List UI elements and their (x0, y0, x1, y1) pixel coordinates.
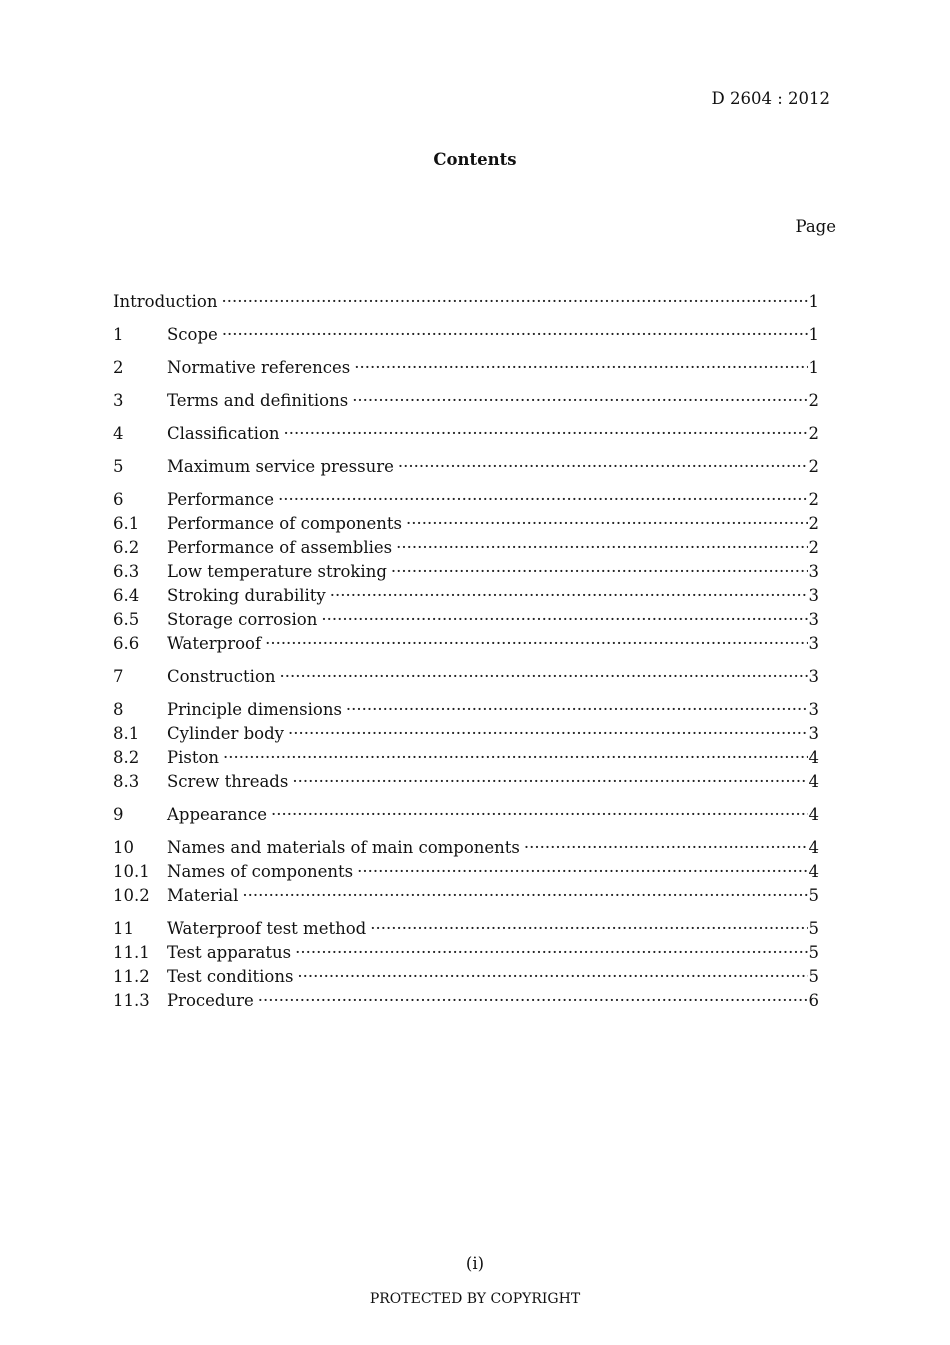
dot-leader (321, 608, 807, 632)
toc-entry-page: 3 (808, 667, 819, 686)
page-column-label: Page (795, 217, 836, 236)
toc-entry-number: 8.3 (113, 772, 140, 791)
toc-entry-title: Performance (167, 490, 275, 509)
toc-entry-page: 2 (808, 514, 819, 533)
toc-entry-page: 3 (808, 634, 819, 653)
toc-entry-title: Scope (167, 325, 218, 344)
toc-entry-page: 3 (808, 724, 819, 743)
standard-number: D 2604 : 2012 (711, 89, 830, 108)
dot-leader (288, 722, 808, 746)
toc-entry-page: 2 (808, 391, 819, 410)
toc-entry-number: 6.1 (113, 514, 140, 533)
toc-entry-page: 2 (808, 538, 819, 557)
toc-entry[interactable] (113, 989, 819, 1013)
toc-entry[interactable] (113, 608, 819, 632)
dot-leader (280, 665, 808, 689)
dot-leader (330, 584, 808, 608)
toc-entry-page: 5 (808, 967, 819, 986)
dot-leader (278, 488, 807, 512)
toc-entry-page: 2 (808, 424, 819, 443)
toc-entry-number: 10.1 (113, 862, 150, 881)
toc-entry-page: 3 (808, 610, 819, 629)
dot-leader (222, 290, 808, 314)
toc-entry-title: Terms and definitions (167, 391, 349, 410)
toc-entry-number: 11 (113, 919, 134, 938)
toc-entry[interactable] (113, 917, 819, 941)
dot-leader (297, 965, 807, 989)
toc-entry-title: Screw threads (167, 772, 289, 791)
dot-leader (406, 512, 807, 536)
toc-entry-title: Introduction (113, 292, 218, 311)
dot-leader (398, 455, 808, 479)
toc-entry[interactable] (113, 560, 819, 584)
dot-leader (222, 323, 808, 347)
toc-entry[interactable] (113, 323, 819, 347)
toc-entry-page: 1 (808, 325, 819, 344)
dot-leader (396, 536, 807, 560)
toc-entry[interactable] (113, 860, 819, 884)
page-folio: (i) (465, 1254, 485, 1273)
toc-entry-number: 7 (113, 667, 124, 686)
toc-entry-title: Principle dimensions (167, 700, 342, 719)
toc-entry-page: 4 (808, 805, 819, 824)
dot-leader (242, 884, 807, 908)
toc-entry-number: 9 (113, 805, 124, 824)
dot-leader (292, 770, 807, 794)
toc-entry-title: Piston (167, 748, 220, 767)
toc-entry-page: 3 (808, 700, 819, 719)
toc-entry-title: Low temperature stroking (167, 562, 387, 581)
toc-entry-number: 11.3 (113, 991, 150, 1010)
toc-entry[interactable] (113, 389, 819, 413)
dot-leader (295, 941, 807, 965)
dot-leader (352, 389, 807, 413)
toc-entry-number: 5 (113, 457, 124, 476)
toc-entry-page: 1 (808, 292, 819, 311)
toc-entry-page: 1 (808, 358, 819, 377)
toc-entry-number: 8.2 (113, 748, 140, 767)
toc-entry-number: 6 (113, 490, 124, 509)
dot-leader (258, 989, 808, 1013)
toc-entry-title: Performance of components (167, 514, 403, 533)
dot-leader (346, 698, 808, 722)
dot-leader (265, 632, 807, 656)
toc-entry-title: Normative references (167, 358, 351, 377)
toc-entry-title: Construction (167, 667, 276, 686)
toc-entry[interactable] (113, 356, 819, 380)
toc-entry-page: 4 (808, 748, 819, 767)
dot-leader (391, 560, 808, 584)
toc-entry[interactable] (113, 536, 819, 560)
toc-entry-title: Storage corrosion (167, 610, 318, 629)
dot-leader (524, 836, 808, 860)
toc-entry-number: 6.3 (113, 562, 140, 581)
toc-entry[interactable] (113, 512, 819, 536)
table-of-contents (113, 290, 819, 1013)
toc-entry-number: 3 (113, 391, 124, 410)
toc-entry-page: 5 (808, 919, 819, 938)
toc-entry-page: 6 (808, 991, 819, 1010)
toc-entry[interactable] (113, 836, 819, 860)
toc-entry[interactable] (113, 632, 819, 656)
toc-entry[interactable] (113, 422, 819, 446)
dot-leader (284, 422, 808, 446)
toc-entry-number: 6.5 (113, 610, 140, 629)
dot-leader (357, 860, 807, 884)
toc-entry-page: 4 (808, 862, 819, 881)
toc-entry[interactable] (113, 884, 819, 908)
toc-entry-page: 3 (808, 562, 819, 581)
toc-entry-number: 10 (113, 838, 134, 857)
toc-entry[interactable] (113, 941, 819, 965)
page-title: Contents (433, 150, 517, 169)
toc-entry[interactable] (113, 455, 819, 479)
toc-entry-title: Names and materials of main components (167, 838, 520, 857)
toc-entry-title: Performance of assemblies (167, 538, 393, 557)
toc-entry-page: 3 (808, 586, 819, 605)
toc-entry-page: 4 (808, 838, 819, 857)
dot-leader (271, 803, 808, 827)
toc-entry-page: 5 (808, 943, 819, 962)
toc-entry-number: 6.2 (113, 538, 140, 557)
toc-entry-number: 4 (113, 424, 124, 443)
toc-entry[interactable] (113, 290, 819, 314)
toc-entry-title: Cylinder body (167, 724, 284, 743)
toc-entry[interactable] (113, 665, 819, 689)
toc-entry-title: Material (167, 886, 239, 905)
toc-entry-title: Procedure (167, 991, 254, 1010)
toc-entry-title: Classification (167, 424, 280, 443)
toc-entry-number: 6.6 (113, 634, 140, 653)
toc-entry[interactable] (113, 965, 819, 989)
dot-leader (370, 917, 807, 941)
toc-entry-number: 2 (113, 358, 124, 377)
toc-entry-title: Waterproof test method (167, 919, 367, 938)
toc-entry-number: 10.2 (113, 886, 150, 905)
toc-entry[interactable] (113, 746, 819, 770)
toc-entry-page: 4 (808, 772, 819, 791)
toc-entry[interactable] (113, 488, 819, 512)
toc-entry[interactable] (113, 698, 819, 722)
toc-entry-number: 1 (113, 325, 124, 344)
toc-entry-number: 8.1 (113, 724, 140, 743)
toc-entry-page: 2 (808, 457, 819, 476)
toc-entry-number: 6.4 (113, 586, 140, 605)
toc-entry-title: Appearance (167, 805, 267, 824)
toc-entry-title: Waterproof (167, 634, 262, 653)
toc-entry[interactable] (113, 770, 819, 794)
toc-entry-title: Test conditions (167, 967, 294, 986)
toc-entry[interactable] (113, 803, 819, 827)
toc-entry-number: 8 (113, 700, 124, 719)
toc-entry-title: Names of components (167, 862, 354, 881)
toc-entry-number: 11.2 (113, 967, 150, 986)
toc-entry[interactable] (113, 722, 819, 746)
toc-entry-number: 11.1 (113, 943, 150, 962)
toc-entry[interactable] (113, 584, 819, 608)
copyright-notice: PROTECTED BY COPYRIGHT (369, 1291, 581, 1307)
toc-entry-title: Maximum service pressure (167, 457, 394, 476)
toc-entry-title: Stroking durability (167, 586, 326, 605)
toc-entry-page: 2 (808, 490, 819, 509)
toc-entry-title: Test apparatus (167, 943, 292, 962)
toc-entry-page: 5 (808, 886, 819, 905)
dot-leader (223, 746, 807, 770)
dot-leader (354, 356, 807, 380)
